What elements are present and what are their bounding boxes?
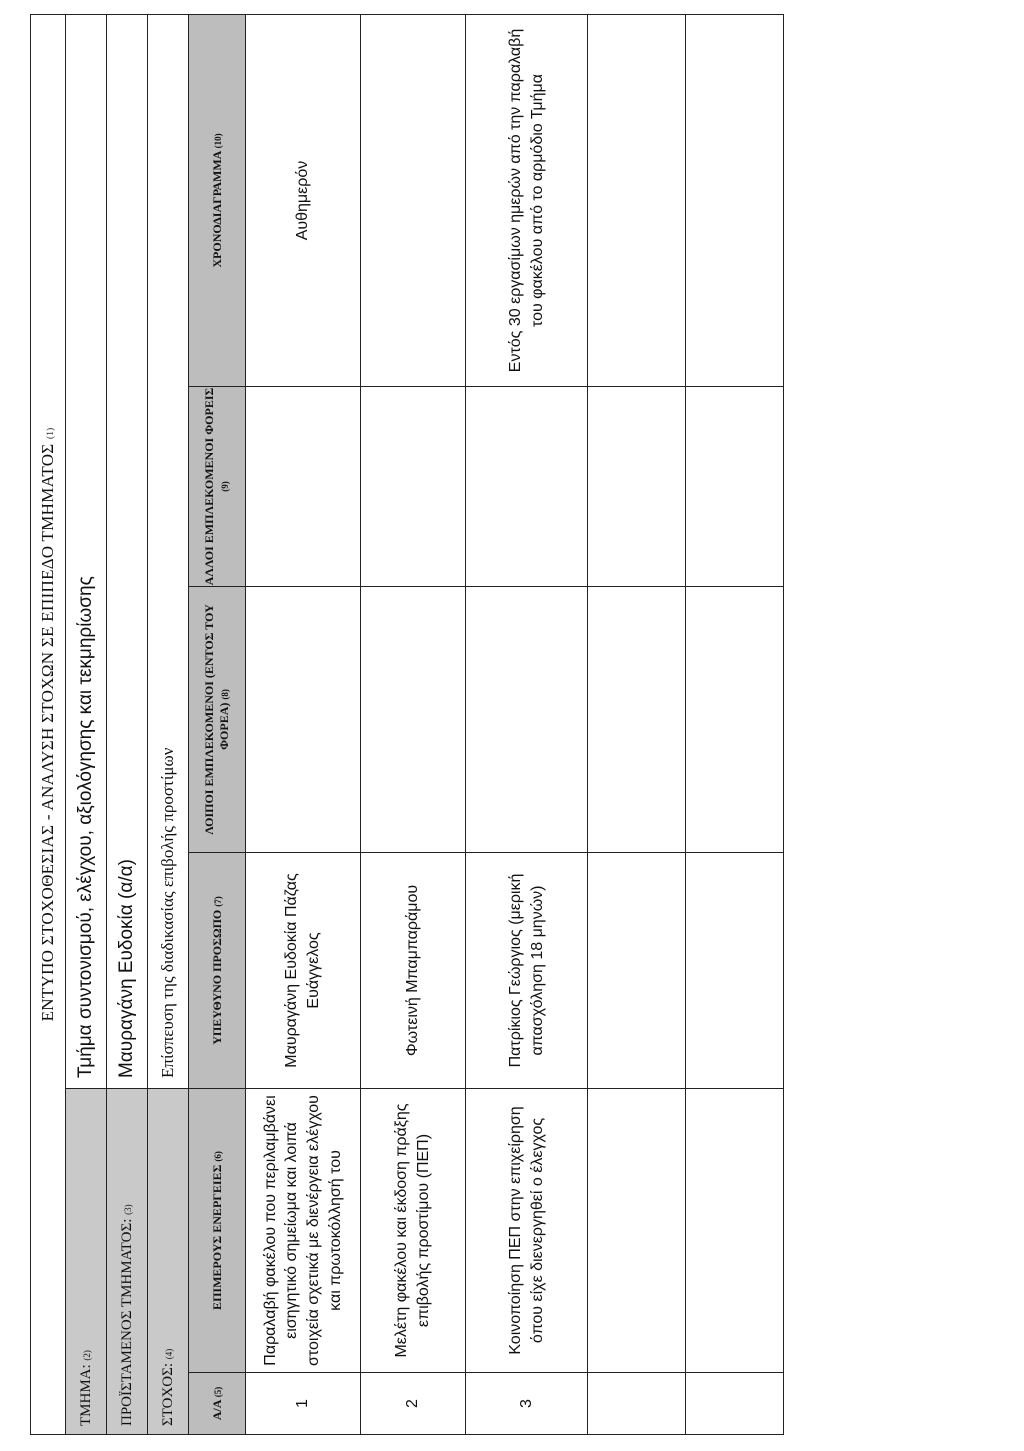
row-schedule: [686, 14, 784, 386]
goal-label: ΣΤΟΧΟΣ:: [159, 1362, 176, 1426]
row-number: 2: [361, 1373, 466, 1435]
row-internal: [246, 587, 361, 853]
department-label-cell: [66, 1089, 107, 1435]
row-schedule: [361, 14, 466, 386]
row-action: Παραλαβή φακέλου που περιλαμβάνει εισηγητικό σημείωμα και λοιπά στοιχεία σχετικά με διενέργεια ελέγχου και πρωτοκόλλησή του: [246, 1089, 361, 1373]
form-title: ΕΝΤΥΠΟ ΣΤΟΧΟΘΕΣΙΑΣ - ΑΝΑΛΥΣΗ ΣΤΟΧΩΝ ΣΕ ΕΠΙΠΕΔΟ ΤΜΗΜΑΤΟΣ: [38, 443, 57, 1022]
form-title-ref: (1): [45, 427, 55, 439]
goal-setting-form-table: [30, 14, 784, 1435]
head-label-cell: [107, 1089, 148, 1435]
row-schedule: [588, 14, 686, 386]
row-action: [686, 1089, 784, 1373]
row-number: 3: [466, 1373, 588, 1435]
column-header-row: [189, 14, 246, 1434]
column-header-internal: ΛΟΙΠΟΙ ΕΜΠΛΕΚΟΜΕΝΟΙ (ΕΝΤΟΣ ΤΟΥ ΦΟΡΕΑ) (8): [189, 587, 246, 853]
column-header-responsible: ΥΠΕΥΘΥΝΟ ΠΡΟΣΩΠΟ (7): [189, 853, 246, 1089]
head-ref: (3): [122, 1204, 133, 1215]
row-person: [686, 853, 784, 1089]
table-row: [686, 14, 784, 1434]
row-person: [588, 853, 686, 1089]
row-number: [686, 1373, 784, 1435]
table-row: [588, 14, 686, 1434]
row-number: [588, 1373, 686, 1435]
goal-label-cell: [148, 1089, 189, 1435]
row-external: [588, 387, 686, 587]
column-header-external: ΑΛΛΟΙ ΕΜΠΛΕΚΟΜΕΝΟΙ ΦΟΡΕΙΣ (9): [189, 387, 246, 587]
row-action: Κοινοποίηση ΠΕΠ στην επιχείρηση όπου είχε διενεργηθεί ο έλεγχος: [466, 1089, 588, 1373]
form-title-cell: [31, 14, 66, 1434]
department-label: ΤΜΗΜΑ:: [77, 1364, 94, 1426]
department-value: Τμήμα συντονισμού, ελέγχου, αξιολόγησης και τεκμηρίωσης: [66, 14, 107, 1088]
row-external: [361, 387, 466, 587]
row-internal: [686, 587, 784, 853]
department-ref: (2): [81, 1350, 92, 1361]
row-external: [466, 387, 588, 587]
goal-value: Επίσπευση της διαδικασίας επιβολής προστίμων: [148, 14, 189, 1088]
table-row: [246, 14, 361, 1434]
row-schedule: Εντός 30 εργασίμων ημερών από την παραλαβή του φακέλου από το αρμόδιο Τμήμα: [466, 14, 588, 386]
row-schedule: Αυθημερόν: [246, 14, 361, 386]
goal-ref: (4): [163, 1348, 174, 1360]
row-action: Μελέτη φακέλου και έκδοση πράξης επιβολής προστίμου (ΠΕΠ): [361, 1089, 466, 1373]
row-person: Πατρίκιος Γεώργιος (μερική απασχόληση 18 μηνών): [466, 853, 588, 1089]
table-row: [466, 14, 588, 1434]
row-internal: [361, 587, 466, 853]
row-external: [686, 387, 784, 587]
head-value: Μαυραγάνη Ευδοκία (α/α): [107, 14, 148, 1088]
table-row: [361, 14, 466, 1434]
row-external: [246, 387, 361, 587]
column-header-actions: ΕΠΙΜΕΡΟΥΣ ΕΝΕΡΓΕΙΕΣ (6): [189, 1089, 246, 1373]
rotated-form-page: [30, 15, 800, 1435]
row-action: [588, 1089, 686, 1373]
head-label: ΠΡΟΪΣΤΑΜΕΝΟΣ ΤΜΗΜΑΤΟΣ:: [118, 1218, 135, 1426]
row-internal: [466, 587, 588, 853]
column-header-schedule: ΧΡΟΝΟΔΙΑΓΡΑΜΜΑ (10): [189, 14, 246, 386]
row-person: Φωτεινή Μπαμπαράμου: [361, 853, 466, 1089]
row-person: Μαυραγάνη Ευδοκία Πάζας Ευάγγελος: [246, 853, 361, 1089]
column-header-aa: Α/Α (5): [189, 1373, 246, 1435]
row-internal: [588, 587, 686, 853]
row-number: 1: [246, 1373, 361, 1435]
